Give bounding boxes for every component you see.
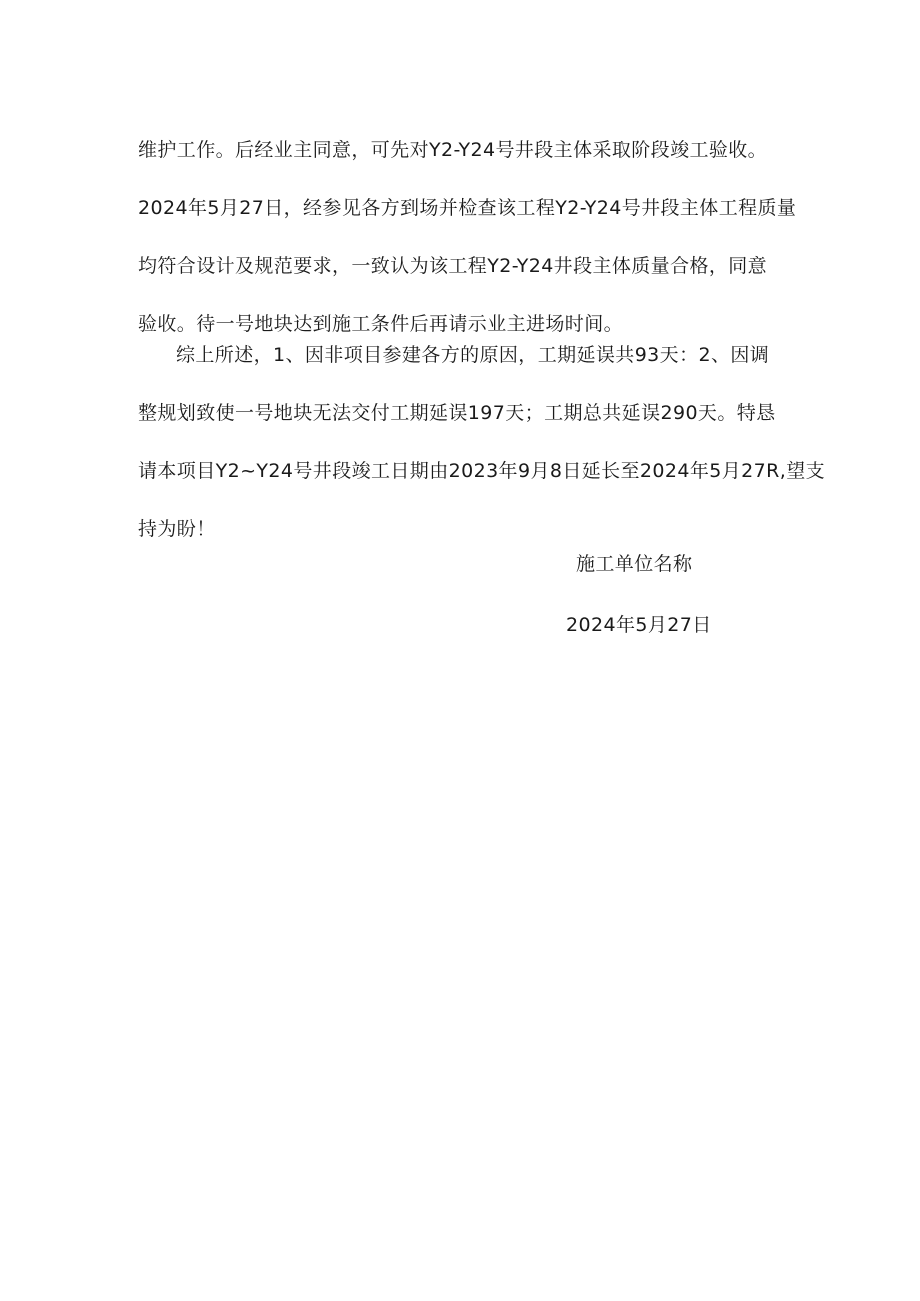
paragraph-line: 验收。待一号地块达到施工条件后再请示业主进场时间。: [138, 313, 624, 335]
paragraph-line: 请本项目Y2~Y24号井段竣工日期由2023年9月8日延长至2024年5月27R,望支: [138, 460, 825, 482]
paragraph-summary: [138, 326, 825, 558]
paragraph-line: 持为盼！: [138, 518, 216, 540]
paragraph-line: 维护工作。后经业主同意，可先对Y2-Y24号井段主体采取阶段竣工验收。: [138, 139, 768, 161]
paragraph-acceptance: [138, 121, 797, 353]
signature-date: 2024年5月27日: [566, 614, 712, 636]
paragraph-line: 综上所述，1、因非项目参建各方的原因，工期延误共93天：2、因调: [176, 344, 770, 366]
signature-org-name: 施工单位名称: [576, 553, 693, 575]
paragraph-line: 2024年5月27日，经参见各方到场并检查该工程Y2-Y24号井段主体工程质量: [138, 197, 797, 219]
paragraph-line: 均符合设计及规范要求，一致认为该工程Y2-Y24井段主体质量合格，同意: [138, 255, 768, 277]
paragraph-line: 整规划致使一号地块无法交付工期延误197天；工期总共延误290天。特恳: [138, 402, 776, 424]
